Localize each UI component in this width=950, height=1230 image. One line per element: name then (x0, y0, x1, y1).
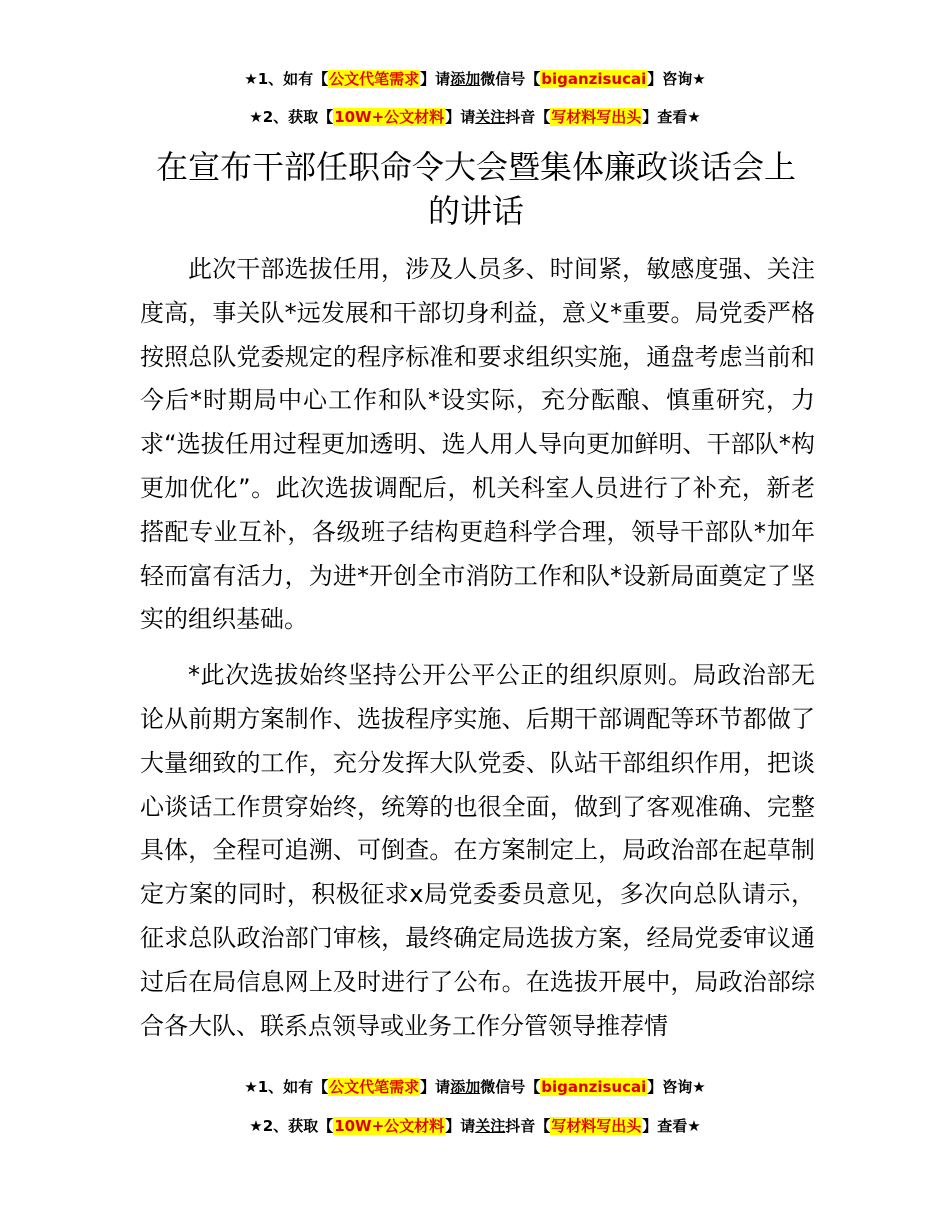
top-notice-line-2: ★2、获取【10W+公文材料】请关注抖音【写材料写出头】查看★ (249, 108, 701, 126)
title-line-1: 在宣布干部任职命令大会暨集体廉政谈话会上 (155, 148, 796, 186)
top-notice-line-1: ★1、如有【公文代笔需求】请添加微信号【biganzisucai】咨询★ (244, 70, 706, 88)
document-title (140, 145, 812, 233)
bottom-notice-line-1: ★1、如有【公文代笔需求】请添加微信号【biganzisucai】咨询★ (244, 1078, 706, 1096)
document-body (140, 248, 815, 1060)
highlight-materials: 10W+公文材料 (334, 108, 445, 126)
highlight-ghostwriting: 公文代笔需求 (329, 70, 420, 88)
bottom-notice-line-2: ★2、获取【10W+公文材料】请关注抖音【写材料写出头】查看★ (249, 1117, 701, 1135)
highlight-wechat-id: biganzisucai (541, 70, 647, 88)
title-line-2: 的讲话 (427, 192, 524, 230)
highlight-douyin: 写材料写出头 (551, 108, 642, 126)
paragraph-1: 此次干部选拔任用，涉及人员多、时间紧，敏感度强、关注度高，事关队*远发展和干部切身利益，意义*重要。局党委严格按照总队党委规定的程序标准和要求组织实施，通盘考虑当前和今后*时期局中心工作和队*设实际，充分酝酿、慎重研究，力求“选拔任用过程更加透明、选人用人导向更加鲜明、干部队*构更加优化”。此次选拔调配后，机关科室人员进行了补充，新老搭配专业互补，各级班子结构更趋科学合理，领导干部队*加年轻而富有活力，为进*开创全市消防工作和队*设新局面奠定了坚实的组织基础。 (140, 255, 815, 634)
paragraph-2: *此次选拔始终坚持公开公平公正的组织原则。局政治部无论从前期方案制作、选拔程序实施、后期干部调配等环节都做了大量细致的工作，充分发挥大队党委、队站干部组织作用，把谈心谈话工作贯穿始终，统筹的也很全面，做到了客观准确、完整具体，全程可追溯、可倒查。在方案制定上，局政治部在起草制定方案的同时，积极征求x局党委委员意见，多次向总队请示，征求总队政治部门审核，最终确定局选拔方案，经局党委审议通过后在局信息网上及时进行了公布。在选拔开展中，局政治部综合各大队、联系点领导或业务工作分管领导推荐情 (140, 661, 815, 1040)
